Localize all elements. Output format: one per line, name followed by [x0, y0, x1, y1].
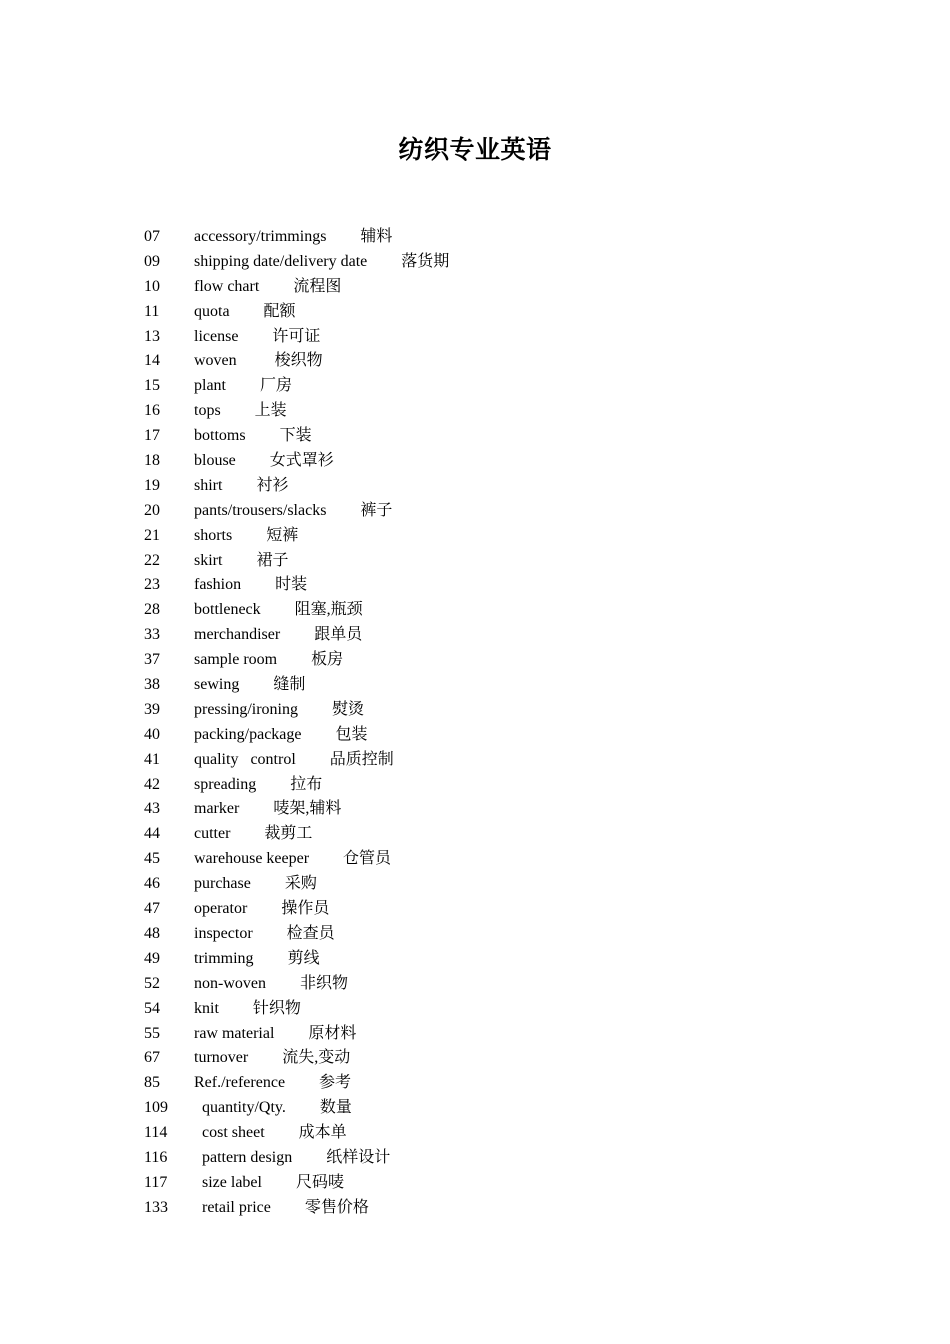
glossary-entry [144, 598, 844, 623]
glossary-entry [144, 623, 844, 648]
glossary-entry [144, 773, 844, 798]
entry-chinese: 板房 [311, 651, 344, 669]
entry-english: retail price [202, 1198, 271, 1216]
entry-english: shirt [194, 476, 223, 494]
entry-english: purchase [194, 875, 251, 893]
entry-english: accessory/trimmings [194, 228, 327, 245]
entry-english: bottoms [194, 427, 246, 445]
entry-english: cutter [194, 825, 231, 843]
glossary-entry [144, 424, 844, 449]
entry-number: 55 [144, 1024, 160, 1042]
glossary-entry [144, 797, 844, 822]
entry-english: operator [194, 900, 248, 918]
glossary-entry [144, 997, 844, 1022]
entry-chinese: 下装 [279, 427, 312, 445]
entry-english: inspector [194, 924, 253, 942]
entry-chinese: 落货期 [401, 252, 450, 270]
entry-number: 133 [144, 1198, 168, 1216]
entry-chinese: 辅料 [360, 228, 393, 245]
entry-chinese: 厂房 [260, 377, 293, 395]
entry-english: plant [194, 377, 226, 395]
entry-number: 09 [144, 252, 160, 270]
entry-english: spreading [194, 775, 257, 793]
entry-english: fashion [194, 576, 242, 594]
entry-english: skirt [194, 551, 223, 569]
entry-chinese: 裙子 [256, 551, 289, 569]
entry-number: 18 [144, 452, 160, 470]
entry-english: woven [194, 352, 241, 370]
glossary-entry [144, 872, 844, 897]
glossary-entry [144, 449, 844, 474]
entry-english: raw material [194, 1024, 275, 1042]
glossary-entry [144, 748, 844, 773]
entry-number: 17 [144, 427, 160, 445]
glossary-entry [144, 922, 844, 947]
entry-english: pants/trousers/slacks [194, 501, 327, 519]
entry-number: 16 [144, 402, 160, 420]
entry-number: 52 [144, 974, 160, 992]
entry-chinese: 熨烫 [332, 700, 365, 718]
entry-chinese: 采购 [284, 875, 317, 893]
entry-number: 43 [144, 800, 160, 818]
entry-chinese: 配额 [263, 302, 296, 320]
entry-number: 114 [144, 1124, 168, 1142]
entry-chinese: 非织物 [299, 974, 348, 992]
entry-number: 21 [144, 526, 160, 544]
glossary-entry [144, 847, 844, 872]
entry-english: flow chart [194, 277, 260, 295]
entry-number: 85 [144, 1074, 160, 1092]
entry-chinese: 阻塞,瓶颈 [294, 601, 363, 619]
glossary-entry [144, 250, 844, 275]
entry-number: 13 [144, 327, 160, 345]
entry-chinese: 缝制 [273, 676, 306, 694]
glossary-list [144, 225, 844, 1221]
glossary-entry [144, 275, 844, 300]
entry-english: sample room [194, 651, 278, 669]
entry-english: tops [194, 402, 221, 420]
entry-chinese: 短裤 [266, 526, 299, 544]
glossary-entry [144, 300, 844, 325]
entry-english: quantity/Qty. [202, 1099, 286, 1117]
glossary-entry [144, 1121, 844, 1146]
glossary-entry [144, 1196, 844, 1221]
entry-english: non-woven [194, 974, 266, 992]
entry-chinese: 仓管员 [343, 850, 392, 868]
entry-number: 19 [144, 476, 160, 494]
entry-chinese: 包装 [335, 725, 368, 743]
entry-english: trimming [194, 949, 254, 967]
glossary-entry [144, 648, 844, 673]
entry-number: 14 [144, 352, 160, 370]
entry-number: 22 [144, 551, 160, 569]
glossary-entry [144, 1096, 844, 1121]
entry-chinese: 纸样设计 [326, 1148, 391, 1166]
glossary-entry [144, 1022, 844, 1047]
entry-number: 116 [144, 1148, 168, 1166]
entry-english: cost sheet [202, 1124, 265, 1142]
entry-number: 48 [144, 924, 160, 942]
entry-chinese: 数量 [319, 1099, 352, 1117]
entry-chinese: 原材料 [308, 1024, 357, 1042]
entry-number: 28 [144, 601, 160, 619]
entry-chinese: 女式罩衫 [269, 452, 334, 470]
glossary-entry [144, 399, 844, 424]
glossary-entry [144, 573, 844, 598]
glossary-entry [144, 723, 844, 748]
entry-number: 67 [144, 1049, 160, 1067]
entry-chinese: 上装 [254, 402, 287, 420]
entry-number: 38 [144, 676, 160, 694]
entry-english: packing/package [194, 725, 302, 743]
glossary-entry [144, 374, 844, 399]
glossary-entry [144, 1171, 844, 1196]
entry-english: sewing [194, 676, 240, 694]
entry-chinese: 梭织物 [274, 352, 323, 370]
entry-chinese: 检查员 [286, 924, 335, 942]
entry-english: merchandiser [194, 626, 281, 644]
entry-english: shipping date/delivery date [194, 252, 368, 270]
entry-english: size label [202, 1173, 262, 1191]
entry-chinese: 品质控制 [329, 750, 394, 768]
entry-chinese: 时装 [275, 576, 308, 594]
glossary-entry [144, 698, 844, 723]
entry-number: 54 [144, 999, 160, 1017]
entry-english: quality control [194, 750, 296, 768]
entry-number: 33 [144, 626, 160, 644]
entry-number: 44 [144, 825, 160, 843]
entry-english: pressing/ironing [194, 700, 298, 718]
entry-number: 46 [144, 875, 160, 893]
glossary-entry [144, 325, 844, 350]
entry-chinese: 流程图 [293, 277, 342, 295]
entry-number: 15 [144, 377, 160, 395]
glossary-entry [144, 972, 844, 997]
entry-chinese: 许可证 [272, 327, 321, 345]
glossary-entry [144, 474, 844, 499]
entry-number: 40 [144, 725, 160, 743]
entry-english: pattern design [202, 1148, 293, 1166]
entry-chinese: 成本单 [298, 1124, 347, 1142]
entry-english: quota [194, 302, 230, 320]
entry-english: shorts [194, 526, 233, 544]
entry-number: 42 [144, 775, 160, 793]
entry-number: 23 [144, 576, 160, 594]
entry-chinese: 衬衫 [256, 476, 289, 494]
entry-number: 10 [144, 277, 160, 295]
entry-chinese: 裁剪工 [264, 825, 313, 843]
glossary-entry [144, 1071, 844, 1096]
entry-chinese: 尺码唛 [295, 1173, 344, 1191]
entry-number: 41 [144, 750, 160, 768]
glossary-entry [144, 499, 844, 524]
glossary-entry [144, 673, 844, 698]
entry-english: turnover [194, 1049, 249, 1067]
entry-number: 07 [144, 228, 160, 245]
entry-english: blouse [194, 452, 236, 470]
entry-number: 109 [144, 1099, 168, 1117]
entry-number: 11 [144, 302, 160, 320]
entry-english: bottleneck [194, 601, 261, 619]
entry-chinese: 操作员 [281, 900, 330, 918]
page-title: 纺织专业英语 [398, 137, 552, 164]
entry-number: 117 [144, 1173, 168, 1191]
glossary-entry [144, 1046, 844, 1071]
entry-chinese: 跟单员 [314, 626, 363, 644]
entry-english: warehouse keeper [194, 850, 310, 868]
glossary-entry [144, 822, 844, 847]
entry-chinese: 参考 [319, 1074, 352, 1092]
entry-english: license [194, 327, 239, 345]
entry-english: knit [194, 999, 219, 1017]
entry-chinese: 针织物 [252, 999, 301, 1017]
glossary-entry [144, 524, 844, 549]
entry-number: 45 [144, 850, 160, 868]
entry-number: 49 [144, 949, 160, 967]
entry-number: 39 [144, 700, 160, 718]
entry-chinese: 流失,变动 [282, 1049, 351, 1067]
glossary-entry [144, 349, 844, 374]
entry-chinese: 剪线 [287, 949, 320, 967]
entry-chinese: 拉布 [290, 775, 323, 793]
entry-chinese: 零售价格 [304, 1198, 369, 1216]
glossary-entry [144, 897, 844, 922]
entry-number: 47 [144, 900, 160, 918]
glossary-entry [144, 1146, 844, 1171]
glossary-entry [144, 225, 844, 250]
entry-number: 37 [144, 651, 160, 669]
glossary-entry [144, 549, 844, 574]
entry-english: Ref./reference [194, 1074, 286, 1092]
entry-english: marker [194, 800, 240, 818]
entry-number: 20 [144, 501, 160, 519]
glossary-entry [144, 947, 844, 972]
entry-chinese: 裤子 [360, 501, 393, 519]
entry-chinese: 唛架,辅料 [273, 800, 342, 818]
